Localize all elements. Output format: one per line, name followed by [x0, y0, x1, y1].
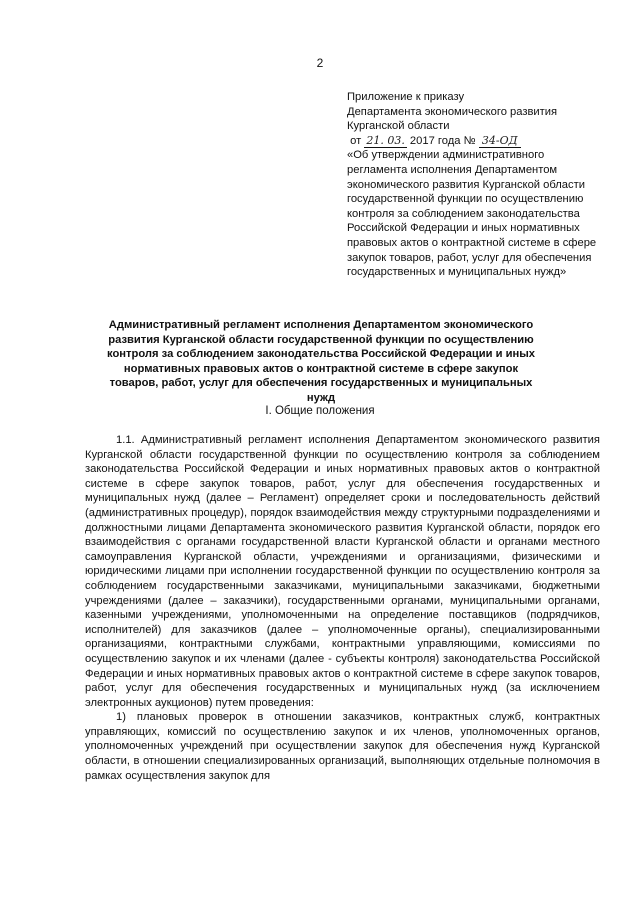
date-prefix: от	[350, 134, 362, 147]
handwritten-order-number: 34-ОД	[479, 135, 521, 148]
body-text	[85, 433, 600, 783]
appendix-line-3: Курганской области	[347, 120, 450, 133]
appendix-block	[347, 90, 602, 280]
section-heading: I. Общие положения	[265, 405, 375, 417]
appendix-line-1: Приложение к приказу	[347, 91, 465, 103]
handwritten-date: 21. 03.	[366, 133, 405, 147]
page-number: 2	[316, 56, 324, 70]
paragraph: 1) плановых проверок в отношении заказчиков, контрактных служб, контрактных управляющих, комиссий по осуществлению закупок и их членов, уполномоченных органов, уполномоченных учреждений при осуществлении закупок для обеспечения нужд Курганской области, в отношении специализированных организаций, выполняющих отдельные полномочия в рамках осуществления закупок для	[85, 711, 600, 782]
appendix-subject: «Об утверждении административного регламента исполнения Департаментом экономического развития Курганской области государственной функции по осуществлению контроля за соблюдением законодательства Российской Федерации и иных нормативных правовых актов о контрактной системе в сфере закупок товаров, работ, услуг для обеспечения государственных и муниципальных нужд»	[347, 149, 597, 279]
appendix-date-line	[347, 134, 602, 149]
appendix-line-2: Департамента экономического развития	[347, 105, 558, 118]
paragraph: 1.1. Административный регламент исполнения Департаментом экономического развития Курганской области государственной функции по осуществлению контроля за соблюдением законодательства Российской Федерации и иных нормативных правовых актов о контрактной системе в сфере закупок товаров, работ, услуг для обеспечения государственных и муниципальных нужд (далее – Регламент) определяет сроки и последовательность действий (административных процедур), порядок взаимодействия между структурными подразделениями и должностными лицами Департамента экономического развития Курганской области, порядок его взаимодействия с органами государственной власти Курганской области и органами местного самоуправления Курганской области, учреждениями и организациями, физическими и юридическими лицами при исполнении государственной функции по осуществлению контроля за соблюдением государственными заказчиками, муниципальными заказчиками, бюджетными учреждениями (далее – заказчики), государственными органами, муниципальными органами, казенными учреждениями, уполномоченными на определение поставщиков (подрядчиков, исполнителей) для заказчиков (далее – уполномоченные органы), специализированными организациями, контрактными службами, контрактными управляющими, комиссиями по осуществлению закупок и их членами (далее - субъекты контроля) законодательства Российской Федерации и иных нормативных правовых актов о контрактной системе в сфере закупок товаров, работ, услуг для обеспечения государственных и муниципальных нужд (за исключением электронных аукционов) путем проведения:	[85, 434, 600, 709]
document-title: Административный регламент исполнения Департаментом экономического развития Курганской области государственной функции по осуществлению контроля за соблюдением законодательства Российской Федерации и иных нормативных правовых актов о контрактной системе в сфере закупок товаров, работ, услуг для обеспечения государственных и муниципальных нужд	[107, 319, 535, 404]
year-text: 2017 года №	[409, 134, 476, 147]
